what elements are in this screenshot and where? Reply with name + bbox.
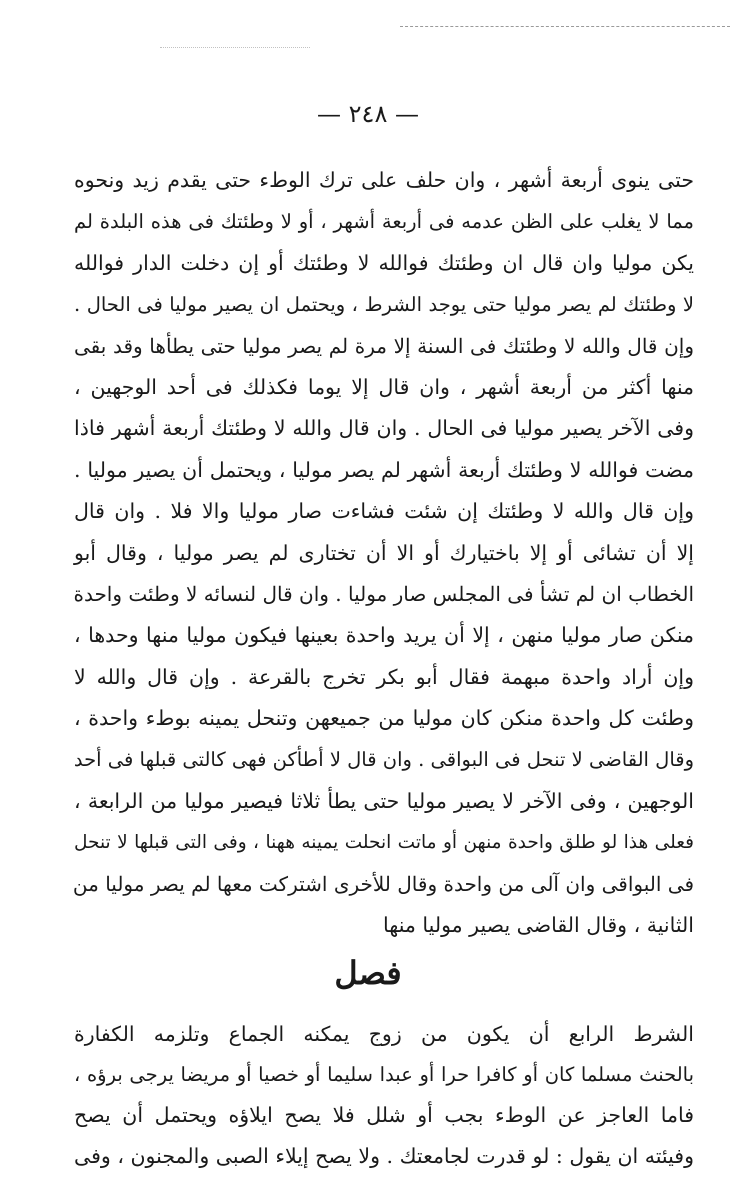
section-paragraph — [74, 1014, 694, 1176]
text-line: منكن صار موليا منهن ، إلا أن يريد واحدة بعينها فيكون موليا منها وحدها ، — [74, 623, 694, 648]
section-heading: فصل — [334, 954, 402, 992]
text-line: وإن قال والله لا وطئتك إن شئت فشاءت صار موليا والا فلا . وان قال — [74, 499, 694, 524]
page-number: — ٢٤٨ — — [317, 100, 419, 128]
text-line: مما لا يغلب على الظن عدمه فى أربعة أشهر ، أو لا وطئتك فى هذه البلدة لم — [74, 210, 694, 234]
text-line: يكن موليا وان قال ان وطئتك فوالله لا وطئتك أو إن دخلت الدار فوالله — [74, 250, 694, 275]
top-rule-secondary — [160, 47, 310, 48]
text-line: وقال القاضى لا تنحل فى البواقى . وان قال لا أطأكن فهى كالتى قبلها فى أحد — [73, 748, 694, 772]
text-line: الوجهين ، وفى الآخر لا يصير موليا حتى يطأ ثلاثا فيصير موليا من الرابعة ، — [74, 788, 694, 813]
text-line: بالحنث مسلما كان أو كافرا حرا أو عبدا سليما أو خصيا أو مريضا يرجى برؤه ، — [74, 1062, 694, 1086]
text-line: فى البواقى وان آلى من واحدة وقال للأخرى اشتركت معها لم يصر موليا من — [72, 871, 694, 896]
text-line: إلا أن تشائى أو إلا باختيارك أو الا أن تختارى لم يصر موليا ، وقال أبو — [74, 540, 694, 565]
text-line: وطئت كل واحدة منكن كان موليا من جميعهن وتنحل يمينه بوطء واحدة ، — [74, 706, 694, 731]
text-line: فعلى هذا لو طلق واحدة منهن أو ماتت انحلت يمينه ههنا ، وفى التى قبلها لا تنحل — [74, 832, 694, 854]
text-line: مضت فوالله لا وطئتك أربعة أشهر لم يصر موليا ، ويحتمل أن يصير موليا . — [74, 457, 694, 482]
text-line: منها أكثر من أربعة أشهر ، وان قال إلا يوما فكذلك فى أحد الوجهين ، — [74, 374, 694, 399]
text-line: الشرط الرابع أن يكون من زوج يمكنه الجماع وتلزمه الكفارة — [74, 1022, 694, 1046]
text-line: وفيئته ان يقول : لو قدرت لجامعتك . ولا يصح إيلاء الصبى والمجنون ، وفى — [74, 1143, 694, 1168]
text-line: حتى ينوى أربعة أشهر ، وان حلف على ترك الوطء حتى يقدم زيد ونحوه — [74, 168, 694, 192]
text-line: الخطاب ان لم تشأ فى المجلس صار موليا . وان قال لنسائه لا وطئت واحدة — [73, 581, 694, 606]
main-paragraph — [74, 160, 694, 946]
text-line: وفى الآخر يصير موليا فى الحال . وان قال والله لا وطئتك أربعة أشهر فاذا — [74, 416, 694, 441]
text-line: وإن أراد واحدة مبهمة فقال أبو بكر تخرج بالقرعة . وإن قال والله لا — [74, 664, 694, 689]
text-line: الثانية ، وقال القاضى يصير موليا منها — [383, 913, 694, 938]
text-line: وإن قال والله لا وطئتك فى السنة إلا مرة لم يصر موليا حتى يطأها وقد بقى — [74, 333, 694, 358]
top-rule — [400, 26, 730, 27]
text-line: فاما العاجز عن الوطء بجب أو شلل فلا يصح ايلاؤه ويحتمل أن يصح — [74, 1103, 694, 1127]
text-line: لا وطئتك لم يصر موليا حتى يوجد الشرط ، ويحتمل ان يصير موليا فى الحال . — [74, 293, 694, 317]
